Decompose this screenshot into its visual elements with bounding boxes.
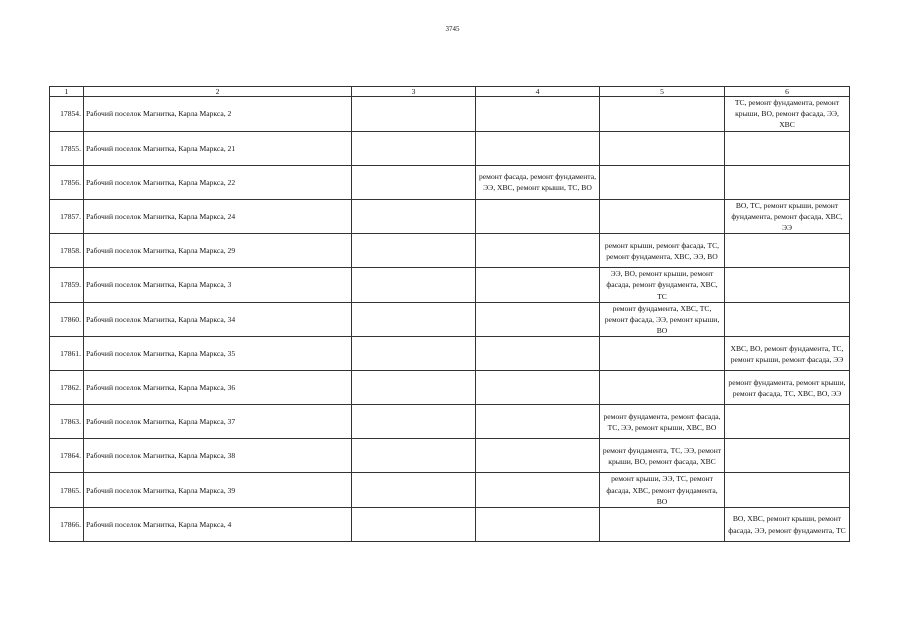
address-cell: Рабочий поселок Магнитка, Карла Маркса, 38 [84, 439, 352, 473]
row-number-cell: 17866. [50, 508, 84, 542]
row-number-cell: 17859. [50, 268, 84, 303]
column-3-cell [352, 371, 476, 405]
address-cell: Рабочий поселок Магнитка, Карла Маркса, 2 [84, 97, 352, 132]
address-cell: Рабочий поселок Магнитка, Карла Маркса, 3 [84, 268, 352, 303]
column-6-cell [725, 165, 850, 199]
row-number-cell: 17861. [50, 337, 84, 371]
column-4-cell [476, 405, 600, 439]
table-row [50, 337, 850, 371]
table-row [50, 165, 850, 199]
housing-repair-table [49, 86, 850, 542]
table-row [50, 131, 850, 165]
column-4-cell [476, 97, 600, 132]
column-3-cell [352, 268, 476, 303]
address-cell: Рабочий поселок Магнитка, Карла Маркса, 24 [84, 199, 352, 234]
row-number-cell: 17865. [50, 473, 84, 508]
address-cell: Рабочий поселок Магнитка, Карла Маркса, 34 [84, 302, 352, 337]
row-number-cell: 17864. [50, 439, 84, 473]
column-4-cell [476, 234, 600, 268]
column-header-5: 5 [600, 87, 725, 97]
column-3-cell [352, 165, 476, 199]
table-row [50, 473, 850, 508]
address-cell: Рабочий поселок Магнитка, Карла Маркса, 29 [84, 234, 352, 268]
column-5-cell [600, 97, 725, 132]
address-cell: Рабочий поселок Магнитка, Карла Маркса, 35 [84, 337, 352, 371]
column-6-cell [725, 405, 850, 439]
column-6-cell: ВО, ТС, ремонт крыши, ремонт фундамента, ремонт фасада, ХВС, ЭЭ [725, 199, 850, 234]
column-6-cell [725, 131, 850, 165]
column-4-cell [476, 371, 600, 405]
row-number-cell: 17857. [50, 199, 84, 234]
column-5-cell [600, 165, 725, 199]
row-number-cell: 17856. [50, 165, 84, 199]
column-3-cell [352, 234, 476, 268]
column-header-1: 1 [50, 87, 84, 97]
column-3-cell [352, 97, 476, 132]
row-number-cell: 17854. [50, 97, 84, 132]
address-cell: Рабочий поселок Магнитка, Карла Маркса, 21 [84, 131, 352, 165]
column-6-cell [725, 234, 850, 268]
table-row [50, 234, 850, 268]
column-3-cell [352, 302, 476, 337]
column-6-cell [725, 302, 850, 337]
column-4-cell [476, 131, 600, 165]
address-cell: Рабочий поселок Магнитка, Карла Маркса, 22 [84, 165, 352, 199]
column-5-cell [600, 371, 725, 405]
table-row [50, 439, 850, 473]
column-6-cell [725, 473, 850, 508]
table-header-row [50, 87, 850, 97]
column-3-cell [352, 405, 476, 439]
row-number-cell: 17860. [50, 302, 84, 337]
column-5-cell [600, 337, 725, 371]
column-6-cell: ремонт фундамента, ремонт крыши, ремонт фасада, ТС, ХВС, ВО, ЭЭ [725, 371, 850, 405]
address-cell: Рабочий поселок Магнитка, Карла Маркса, 37 [84, 405, 352, 439]
column-3-cell [352, 473, 476, 508]
table-row [50, 302, 850, 337]
column-3-cell [352, 508, 476, 542]
column-4-cell [476, 199, 600, 234]
column-5-cell [600, 131, 725, 165]
column-6-cell [725, 268, 850, 303]
column-5-cell: ремонт крыши, ремонт фасада, ТС, ремонт фундамента, ХВС, ЭЭ, ВО [600, 234, 725, 268]
address-cell: Рабочий поселок Магнитка, Карла Маркса, 4 [84, 508, 352, 542]
row-number-cell: 17863. [50, 405, 84, 439]
page-number: 3745 [445, 25, 460, 33]
table-row [50, 405, 850, 439]
table-row [50, 97, 850, 132]
column-5-cell: ремонт крыши, ЭЭ, ТС, ремонт фасада, ХВС, ремонт фундамента, ВО [600, 473, 725, 508]
row-number-cell: 17862. [50, 371, 84, 405]
column-5-cell: ремонт фундамента, ХВС, ТС, ремонт фасада, ЭЭ, ремонт крыши, ВО [600, 302, 725, 337]
column-5-cell [600, 199, 725, 234]
column-4-cell [476, 508, 600, 542]
column-4-cell [476, 473, 600, 508]
column-3-cell [352, 337, 476, 371]
table-row [50, 508, 850, 542]
table-body [50, 87, 850, 542]
column-6-cell: ХВС, ВО, ремонт фундамента, ТС, ремонт крыши, ремонт фасада, ЭЭ [725, 337, 850, 371]
table-row [50, 371, 850, 405]
column-5-cell [600, 508, 725, 542]
column-header-6: 6 [725, 87, 850, 97]
column-4-cell [476, 302, 600, 337]
column-header-4: 4 [476, 87, 600, 97]
column-3-cell [352, 439, 476, 473]
table-row [50, 199, 850, 234]
row-number-cell: 17855. [50, 131, 84, 165]
column-5-cell: ремонт фундамента, ТС, ЭЭ, ремонт крыши, ВО, ремонт фасада, ХВС [600, 439, 725, 473]
column-6-cell: ВО, ХВС, ремонт крыши, ремонт фасада, ЭЭ, ремонт фундамента, ТС [725, 508, 850, 542]
column-6-cell: ТС, ремонт фундамента, ремонт крыши, ВО, ремонт фасада, ЭЭ, ХВС [725, 97, 850, 132]
column-5-cell: ремонт фундамента, ремонт фасада, ТС, ЭЭ, ремонт крыши, ХВС, ВО [600, 405, 725, 439]
column-3-cell [352, 199, 476, 234]
column-header-2: 2 [84, 87, 352, 97]
column-6-cell [725, 439, 850, 473]
address-cell: Рабочий поселок Магнитка, Карла Маркса, 36 [84, 371, 352, 405]
column-4-cell: ремонт фасада, ремонт фундамента, ЭЭ, ХВС, ремонт крыши, ТС, ВО [476, 165, 600, 199]
row-number-cell: 17858. [50, 234, 84, 268]
column-4-cell [476, 337, 600, 371]
column-header-3: 3 [352, 87, 476, 97]
column-4-cell [476, 439, 600, 473]
table-row [50, 268, 850, 303]
column-3-cell [352, 131, 476, 165]
column-4-cell [476, 268, 600, 303]
address-cell: Рабочий поселок Магнитка, Карла Маркса, 39 [84, 473, 352, 508]
column-5-cell: ЭЭ, ВО, ремонт крыши, ремонт фасада, ремонт фундамента, ХВС, ТС [600, 268, 725, 303]
